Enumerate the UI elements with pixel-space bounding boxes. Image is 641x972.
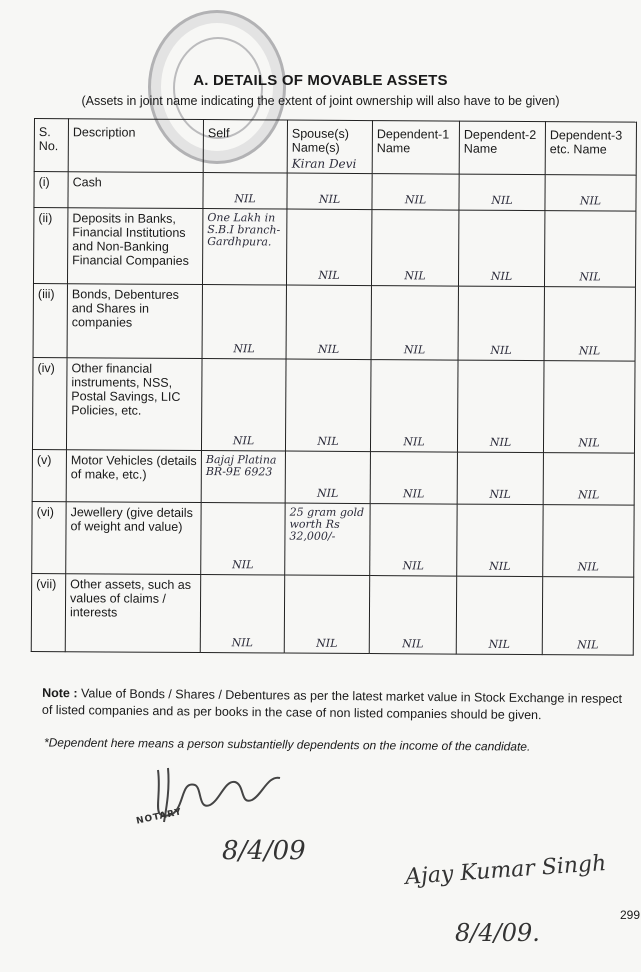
table-row [33, 208, 635, 288]
cell-self-value: One Lakh in S.B.I branch- Gardhpura. [207, 211, 281, 249]
page-subtitle: (Assets in joint name indicating the extent of joint ownership will also have to be given) [81, 94, 560, 108]
cell-dep2 [457, 360, 544, 453]
cell-dep2 [457, 452, 543, 505]
cell-dep1 [372, 174, 459, 211]
cell-dep3 [544, 287, 635, 362]
cell-dep1 [369, 576, 456, 655]
header-dependent-3: Dependent-3 etc. Name [545, 122, 636, 176]
table-row [33, 283, 635, 361]
cell-dep3-value: NIL [577, 560, 599, 574]
row-sno: (ii) [33, 208, 67, 284]
cell-dep1-value: NIL [403, 487, 425, 501]
cell-dep2-value: NIL [488, 637, 510, 651]
table-header-row [34, 119, 636, 176]
note-label: Note : [42, 685, 78, 701]
cell-self-value: NIL [232, 558, 254, 572]
header-description: Description [68, 119, 203, 173]
row-sno: (i) [34, 172, 68, 208]
cell-dep2 [458, 210, 544, 287]
cell-spouse [285, 451, 370, 504]
cell-dep1-value: NIL [402, 559, 424, 573]
row-description: Bonds, Debentures and Shares in companies [67, 284, 202, 359]
row-description: Jewellery (give details of weight and value) [66, 502, 201, 575]
row-sno: (iv) [32, 357, 67, 449]
cell-self [201, 451, 285, 504]
cell-spouse-value: NIL [316, 636, 338, 650]
cell-spouse [285, 359, 371, 452]
row-sno: (vi) [32, 501, 66, 573]
cell-dep1 [370, 452, 457, 505]
cell-spouse [285, 503, 370, 576]
header-spouse [287, 120, 372, 174]
table-row [32, 501, 634, 577]
cell-spouse-value: 25 gram gold worth Rs 32,000/- [289, 505, 365, 543]
cell-dep2-value: NIL [489, 435, 512, 449]
cell-spouse [287, 173, 372, 210]
row-description: Cash [68, 172, 203, 209]
cell-dep2-value: NIL [491, 193, 513, 207]
cell-dep1-value: NIL [404, 269, 426, 283]
table-row [31, 573, 633, 655]
cell-dep1 [370, 360, 458, 453]
notary-signature-date: 8/4/09 [222, 836, 306, 866]
candidate-signature-block [404, 851, 608, 947]
cell-dep3 [542, 577, 633, 656]
page-title: A. DETAILS OF MOVABLE ASSETS [193, 72, 448, 89]
dependent-note: *Dependent here means a person substantielly dependents on the income of the candidate. [43, 735, 531, 754]
cell-dep1-value: NIL [403, 343, 426, 357]
row-sno: (vii) [31, 573, 65, 651]
candidate-signature: Ajay Kumar Singh [404, 851, 608, 890]
row-description: Other assets, such as values of claims / interests [65, 574, 200, 653]
cell-self [201, 359, 286, 452]
cell-dep3 [543, 361, 635, 454]
cell-spouse [286, 285, 371, 360]
cell-dep2 [459, 174, 545, 211]
table-row [32, 449, 634, 505]
cell-dep2-value: NIL [489, 559, 511, 573]
cell-spouse-value: NIL [317, 486, 339, 500]
row-description: Motor Vehicles (details of make, etc.) [66, 450, 201, 503]
cell-spouse [286, 209, 371, 286]
cell-dep2 [457, 504, 543, 577]
cell-dep3-value: NIL [578, 344, 601, 358]
cell-self-value: NIL [232, 434, 255, 448]
cell-dep3 [545, 175, 636, 212]
cell-dep1-value: NIL [402, 637, 424, 651]
header-dependent-2: Dependent-2 Name [459, 121, 545, 175]
cell-self-value: Bajaj Platina BR-9E 6923 [205, 453, 277, 479]
cell-dep1 [370, 504, 457, 577]
table-row [32, 357, 635, 453]
cell-self [202, 209, 286, 286]
cell-dep3-value: NIL [579, 194, 602, 208]
cell-dep1 [371, 210, 458, 287]
cell-self [200, 575, 284, 654]
cell-dep3-value: NIL [577, 638, 599, 652]
page-number: 299 [620, 908, 641, 922]
header-spouse-label: Spouse(s) Name(s) [291, 126, 349, 155]
cell-dep3-value: NIL [578, 488, 600, 502]
cell-dep2 [458, 286, 544, 361]
cell-self [203, 173, 287, 210]
header-self: Self [203, 120, 287, 174]
row-description: Deposits in Banks, Financial Institutions and Non-Banking Financial Companies [67, 208, 202, 285]
cell-spouse-value: NIL [317, 342, 340, 356]
cell-dep3 [543, 505, 634, 578]
cell-dep2-value: NIL [489, 487, 511, 501]
valuation-note [42, 685, 634, 725]
cell-dep3 [543, 453, 634, 506]
cell-spouse-value: NIL [317, 434, 339, 448]
row-sno: (v) [32, 449, 66, 501]
cell-self-value: NIL [231, 636, 253, 650]
row-sno: (iii) [33, 283, 67, 357]
spouse-name-handwritten: Kiran Devi [291, 156, 357, 171]
cell-self [201, 503, 285, 576]
cell-self [202, 285, 286, 360]
notary-stamp-bottom: NOTARY [135, 807, 184, 827]
header-sno: S. No. [34, 119, 68, 172]
cell-spouse [284, 575, 369, 654]
cell-dep1 [371, 286, 458, 361]
candidate-signature-date: 8/4/09. [455, 919, 540, 947]
header-dependent-1: Dependent-1 Name [372, 121, 459, 175]
movable-assets-table [31, 118, 637, 656]
cell-self-value: NIL [234, 192, 256, 206]
cell-dep3-value: NIL [579, 270, 601, 284]
cell-dep2-value: NIL [490, 343, 512, 357]
cell-spouse-value: NIL [318, 268, 340, 282]
cell-dep1-value: NIL [403, 435, 425, 449]
cell-dep3 [544, 211, 635, 288]
cell-self-value: NIL [233, 342, 255, 356]
cell-spouse-value: NIL [318, 192, 341, 206]
cell-dep3-value: NIL [578, 436, 600, 450]
row-description: Other financial instruments, NSS, Postal Savings, LIC Policies, etc. [66, 358, 202, 451]
cell-dep2 [456, 576, 542, 655]
cell-dep2-value: NIL [490, 269, 513, 283]
cell-dep1-value: NIL [404, 193, 427, 207]
table-row [34, 172, 636, 212]
note-text: Value of Bonds / Shares / Debentures as per the latest market value in Stock Exchange in respect of listed companies and as per books in the case of non listed companies should be given. [41, 686, 623, 723]
